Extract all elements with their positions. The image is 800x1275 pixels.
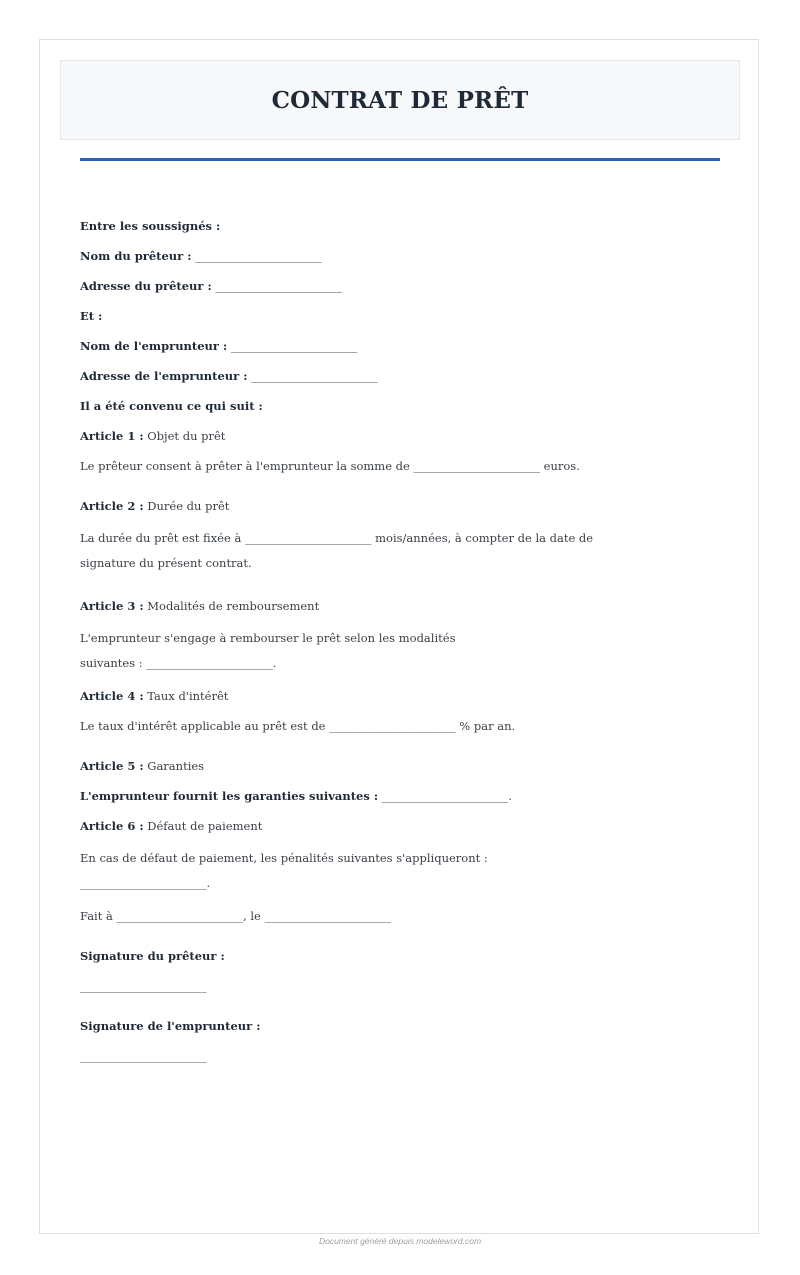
article-1-title: Objet du prêt [147, 429, 226, 443]
article-3-text [80, 626, 500, 676]
article-6-label: Article 6 : [80, 819, 144, 833]
article-1-text-before: Le prêteur consent à prêter à l'emprunteur la somme de [80, 459, 410, 473]
signature-lender-blank: ______________________ [80, 979, 207, 993]
article-5-text-after: . [508, 789, 512, 803]
article-2-blank: ______________________ [244, 531, 372, 545]
place-date-line [80, 906, 720, 926]
article-2-text-before: La durée du prêt est fixée à [80, 531, 242, 545]
lender-name-blank: ______________________ [195, 249, 322, 263]
and-line: Et : [80, 309, 103, 323]
article-4-text-before: Le taux d'intérêt applicable au prêt est de [80, 719, 326, 733]
signature-borrower-label: Signature de l'emprunteur : [80, 1019, 261, 1033]
lender-name-label: Nom du prêteur : [80, 249, 192, 263]
lender-address-line [80, 276, 720, 296]
article-1-blank: ______________________ [413, 459, 540, 473]
intro-line: Entre les soussignés : [80, 219, 221, 233]
article-5-title: Garanties [147, 759, 205, 773]
title-banner [60, 60, 740, 140]
article-3-blank: ______________________ [146, 656, 273, 670]
article-3-label: Article 3 : [80, 599, 144, 613]
article-3-text-after: . [272, 656, 277, 670]
article-4-heading [80, 686, 720, 706]
document-title: CONTRAT DE PRÊT [271, 86, 529, 114]
borrower-address-line [80, 366, 720, 386]
borrower-name-line [80, 336, 720, 356]
signature-borrower-blank: ______________________ [80, 1049, 207, 1063]
article-5-heading [80, 756, 720, 776]
borrower-name-label: Nom de l'emprunteur : [80, 339, 228, 353]
article-1-text-after: euros. [543, 459, 580, 473]
article-6-text-after: . [206, 876, 211, 890]
footer-note: Document généré depuis modeleword.com [318, 1236, 482, 1246]
article-5-text-before: L'emprunteur fournit les garanties suivantes : [80, 789, 379, 803]
article-2-label: Article 2 : [80, 499, 144, 513]
article-4-text [80, 716, 720, 736]
done-on-label: , le [243, 909, 261, 923]
borrower-name-blank: ______________________ [230, 339, 358, 353]
article-5-text [80, 786, 720, 806]
article-4-label: Article 4 : [80, 689, 144, 703]
done-at-label: Fait à [80, 909, 113, 923]
article-1-text [80, 456, 720, 476]
article-3-heading [80, 596, 720, 616]
signature-lender-label: Signature du prêteur : [80, 949, 225, 963]
article-3-title: Modalités de remboursement [147, 599, 320, 613]
article-6-blank: ______________________ [80, 876, 207, 890]
article-2-text [80, 526, 600, 576]
place-blank: ______________________ [116, 909, 244, 923]
article-4-title: Taux d'intérêt [147, 689, 229, 703]
title-divider [80, 158, 720, 161]
article-5-blank: ______________________ [381, 789, 509, 803]
article-6-heading [80, 816, 720, 836]
date-blank: ______________________ [264, 909, 391, 923]
article-2-heading [80, 496, 720, 516]
article-3-text-before: L'emprunteur s'engage à rembourser le prêt selon les modalités suivantes : [80, 631, 456, 670]
document-page [39, 39, 759, 1234]
agreed-line: Il a été convenu ce qui suit : [80, 399, 263, 413]
article-6-text [80, 846, 500, 896]
article-1-label: Article 1 : [80, 429, 144, 443]
article-1-heading [80, 426, 720, 446]
article-6-title: Défaut de paiement [147, 819, 263, 833]
article-4-blank: ______________________ [329, 719, 456, 733]
article-6-text-before: En cas de défaut de paiement, les pénalités suivantes s'appliqueront : [80, 851, 488, 865]
article-2-title: Durée du prêt [147, 499, 230, 513]
document-body [80, 216, 720, 1076]
lender-name-line [80, 246, 720, 266]
borrower-address-label: Adresse de l'emprunteur : [80, 369, 248, 383]
article-5-label: Article 5 : [80, 759, 144, 773]
lender-address-blank: ______________________ [215, 279, 342, 293]
lender-address-label: Adresse du prêteur : [80, 279, 212, 293]
article-2-text-after: mois/années, à compter de la date de signature du présent contrat. [80, 531, 594, 570]
borrower-address-blank: ______________________ [251, 369, 378, 383]
article-4-text-after: % par an. [459, 719, 516, 733]
